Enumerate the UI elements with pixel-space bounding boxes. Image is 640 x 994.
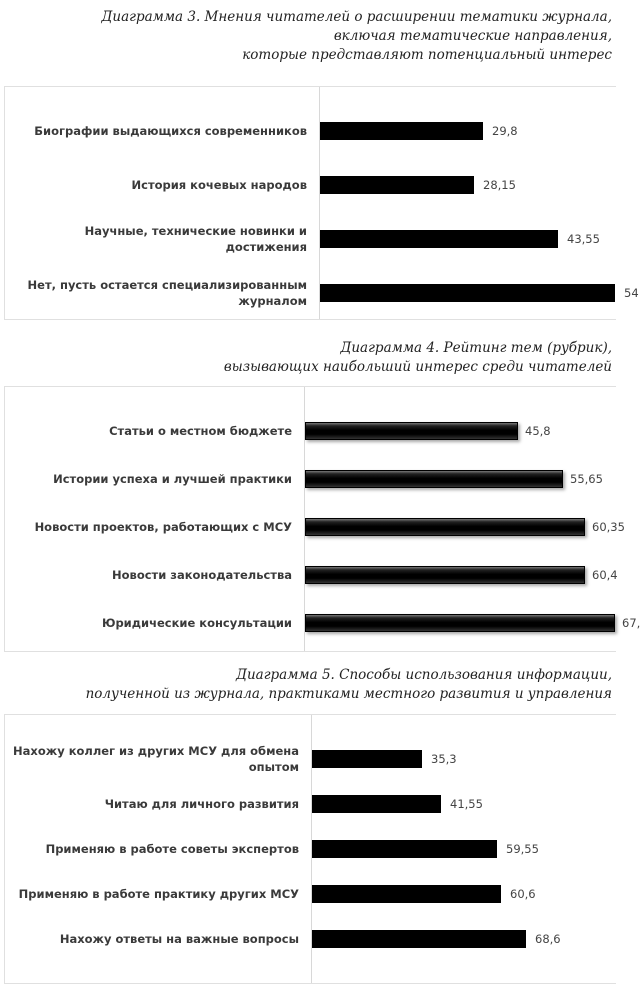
- chart5-title: [0, 666, 612, 704]
- category-label-line: Применяю в работе советы экспертов: [45, 842, 299, 856]
- category-label-line: опытом: [248, 760, 299, 774]
- category-label: [6, 567, 292, 583]
- data-label: 60,6: [510, 887, 536, 901]
- category-label: [3, 931, 299, 947]
- data-label: 54: [624, 286, 639, 300]
- chart4-panel: [4, 386, 640, 652]
- data-label: 35,3: [431, 752, 457, 766]
- bar: [320, 176, 474, 194]
- category-label-line: История кочевых народов: [131, 178, 307, 192]
- category-label-line: Нет, пусть остается специализированным: [27, 278, 307, 292]
- bar: [312, 885, 501, 903]
- chart5-panel: [4, 714, 616, 984]
- category-label-line: Научные, технические новинки и: [84, 224, 307, 238]
- chart4-title-line: вызывающих наибольший интерес среди читателей: [223, 359, 612, 375]
- bar: [312, 795, 441, 813]
- category-label-line: Новости проектов, работающих с МСУ: [34, 520, 292, 534]
- bar: [305, 470, 563, 488]
- category-label: [3, 743, 299, 775]
- category-label: [7, 277, 307, 309]
- data-label: 41,55: [450, 797, 483, 811]
- chart3-title: [0, 8, 612, 65]
- category-label-line: Новости законодательства: [112, 568, 292, 582]
- chart5-title-line: полученной из журнала, практиками местного развития и управления: [85, 686, 612, 702]
- bar: [320, 284, 615, 302]
- bar: [312, 750, 422, 768]
- data-label: 59,55: [506, 842, 539, 856]
- category-label: [7, 223, 307, 255]
- category-label-line: Биографии выдающихся современников: [34, 124, 307, 138]
- category-label: [6, 471, 292, 487]
- category-label-line: Нахожу коллег из других МСУ для обмена: [13, 744, 299, 758]
- data-label: 43,55: [567, 232, 600, 246]
- data-label: 68,6: [535, 932, 561, 946]
- chart4-title-line: Диаграмма 4. Рейтинг тем (рубрик),: [340, 340, 612, 356]
- category-label: [7, 177, 307, 193]
- category-label-line: Применяю в работе практику других МСУ: [18, 887, 299, 901]
- category-label: [6, 615, 292, 631]
- bar: [320, 122, 483, 140]
- category-label: [6, 519, 292, 535]
- data-label: 60,4: [592, 568, 618, 582]
- category-label-line: достижения: [225, 240, 307, 254]
- category-label: [3, 886, 299, 902]
- category-label: [7, 123, 307, 139]
- data-label: 67,: [622, 616, 640, 630]
- category-label: [3, 841, 299, 857]
- category-label-line: Истории успеха и лучшей практики: [53, 472, 292, 486]
- category-label: [3, 796, 299, 812]
- bar: [320, 230, 558, 248]
- data-label: 55,65: [570, 472, 603, 486]
- chart4-title: [0, 339, 612, 377]
- chart3-title-line: которые представляют потенциальный интерес: [242, 47, 612, 63]
- category-label-line: Статьи о местном бюджете: [109, 424, 292, 438]
- data-label: 29,8: [492, 124, 518, 138]
- bar: [305, 566, 585, 584]
- category-label: [6, 423, 292, 439]
- data-label: 45,8: [525, 424, 551, 438]
- data-label: 60,35: [592, 520, 625, 534]
- data-label: 28,15: [483, 178, 516, 192]
- chart3-title-line: Диаграмма 3. Мнения читателей о расширении тематики журнала,: [101, 9, 612, 25]
- chart3-panel: [4, 86, 639, 320]
- bar: [312, 930, 526, 948]
- category-label-line: Нахожу ответы на важные вопросы: [59, 932, 299, 946]
- category-label-line: Читаю для личного развития: [104, 797, 299, 811]
- chart3-title-line: включая тематические направления,: [333, 28, 612, 44]
- category-label-line: Юридические консультации: [101, 616, 292, 630]
- bar: [305, 422, 518, 440]
- bar: [305, 614, 615, 632]
- category-label-line: журналом: [238, 294, 307, 308]
- chart5-title-line: Диаграмма 5. Способы использования информации,: [236, 667, 612, 683]
- bar: [305, 518, 585, 536]
- bar: [312, 840, 497, 858]
